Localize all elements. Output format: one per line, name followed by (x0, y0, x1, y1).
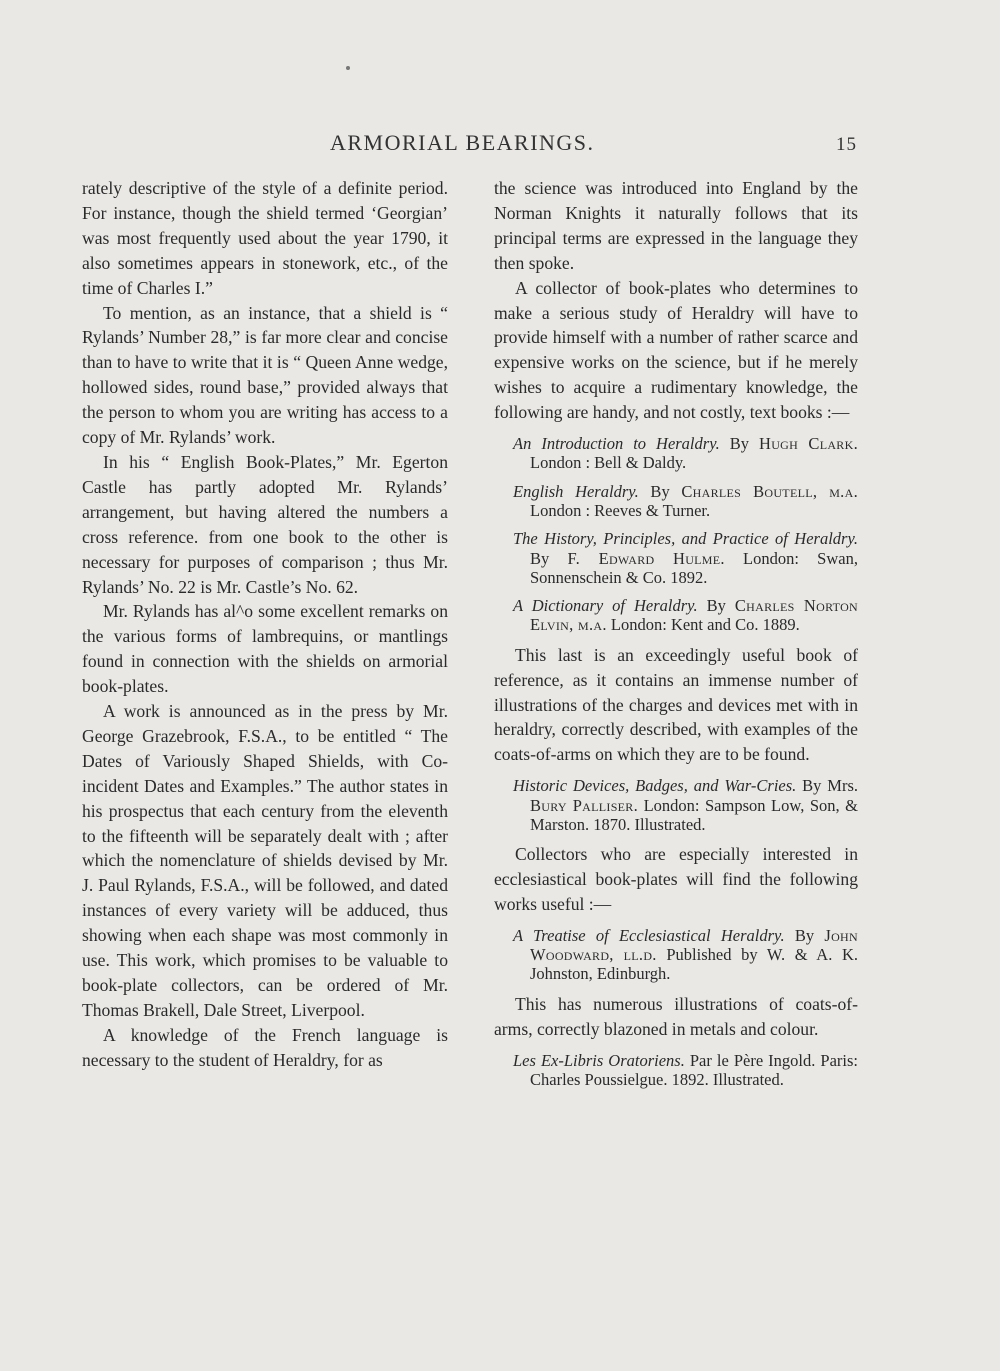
paragraph: Collectors who are especially interested in ecclesiastical book-plates will find the following works useful :— (494, 844, 858, 914)
book-text: London: Kent and Co. 1889. (606, 615, 800, 635)
book-text: By Mrs. (796, 776, 858, 796)
book-title: The History, Principles, and Practice of Heraldry. (513, 529, 858, 549)
book-author: F. Edward Hulme. (567, 548, 725, 568)
book-text: By (719, 434, 759, 454)
book-entry (494, 776, 858, 834)
book-author: Charles Boutell, m.a. (681, 481, 858, 501)
left-column (82, 176, 448, 1073)
book-text: Published by W. & A. K. Johnston, Edinburgh. (530, 945, 858, 984)
book-author: John Woodward, ll.d. (530, 925, 858, 965)
book-author: Bury Palliser. (530, 795, 639, 815)
paragraph: This has numerous illustrations of coats-of-arms, correctly blazoned in metals and colour. (494, 993, 858, 1039)
book-text: By (638, 481, 682, 501)
paragraph: In his “ English Book-Plates,” Mr. Egerton Castle has partly adopted Mr. Rylands’ arrangement, but having altered the numbers a cross reference. from one book to the other is necessary for purposes of comparison ; thus Mr. Rylands’ No. 22 is Mr. Castle’s No. 62. (82, 451, 448, 597)
book-title: Les Ex-Libris Oratoriens. (513, 1050, 685, 1070)
paragraph: rately descriptive of the style of a definite period. For instance, though the shield termed ‘Georgian’ was most frequently used about the year 1790, it also sometimes appears in stonework, etc., of the time of Charles I.” (82, 178, 448, 298)
book-list (494, 434, 858, 635)
page-number: 15 (836, 134, 857, 155)
book-text: By (784, 925, 825, 945)
paragraph: Mr. Rylands has al^o some excellent remarks on the various forms of lambrequins, or mantlings found in connection with the shields on armorial book-plates. (82, 601, 448, 697)
book-entry (494, 596, 858, 635)
book-title: English Heraldry. (513, 481, 639, 501)
book-entry (494, 1051, 858, 1090)
right-column (494, 176, 858, 1097)
paragraph: A knowledge of the French language is necessary to the student of Heraldry, for as (82, 1024, 448, 1070)
book-text: Par le Père Ingold. Paris: Charles Poussielgue. 1892. Illustrated. (530, 1050, 858, 1089)
book-title: An Introduction to Heraldry. (513, 434, 720, 454)
book-text: By (530, 548, 568, 568)
book-entry (494, 926, 858, 984)
paragraph: A work is announced as in the press by Mr. George Grazebrook, F.S.A., to be entitled “ The Dates of Variously Shaped Shields, with Co-incident Dates and Examples.” The author states in his prospectus that each century from the eleventh to the fifteenth will be separately dealt with ; after which the nomenclature of shields devised by Mr. J. Paul Rylands, F.S.A., will be followed, and dated instances of every variety will be adduced, thus showing when each shape was most commonly in use. This work, which promises to be valuable to book-plate collectors, can be ordered of Mr. Thomas Brakell, Dale Street, Liverpool. (82, 701, 448, 1020)
book-text: London : Bell & Daldy. (530, 453, 687, 473)
paragraph: the science was introduced into England by the Norman Knights it naturally follows that its principal terms are expressed in the language they then spoke. (494, 178, 858, 273)
book-title: Historic Devices, Badges, and War-Cries. (513, 776, 797, 796)
running-head: ARMORIAL BEARINGS. (330, 130, 595, 155)
paragraph: A collector of book-plates who determines to make a serious study of Heraldry will have to provide himself with a number of rather scarce and expensive works on the science, but if he merely wishes to acquire a rudimentary knowledge, the following are handy, and not costly, text books :— (494, 277, 858, 423)
ink-speck (346, 66, 350, 70)
book-author: Charles Norton Elvin, m.a. (530, 596, 859, 635)
book-entry (494, 482, 858, 521)
book-title: A Treatise of Ecclesiastical Heraldry. (513, 925, 785, 945)
paragraph: This last is an exceedingly useful book of reference, as it contains an immense number of illustrations of the charges and devices met with in heraldry, correctly described, with examples of the coats-of-arms on which they are to be found. (494, 644, 858, 765)
book-text: London : Reeves & Turner. (530, 500, 711, 520)
paragraph: To mention, as an instance, that a shield is “ Rylands’ Number 28,” is far more clear and concise than to have to write that it is “ Queen Anne wedge, hollowed sides, round base,” provided always that the person to whom you are writing has access to a copy of Mr. Rylands’ work. (82, 302, 448, 448)
book-title: A Dictionary of Heraldry. (513, 596, 698, 616)
book-text: London: Swan, Sonnenschein & Co. 1892. (530, 548, 858, 587)
book-text: By (697, 596, 735, 616)
book-entry (494, 529, 858, 587)
book-entry (494, 434, 858, 473)
book-author: Hugh Clark. (758, 434, 858, 454)
book-text: London: Sampson Low, Son, & Marston. 1870. Illustrated. (530, 795, 859, 834)
